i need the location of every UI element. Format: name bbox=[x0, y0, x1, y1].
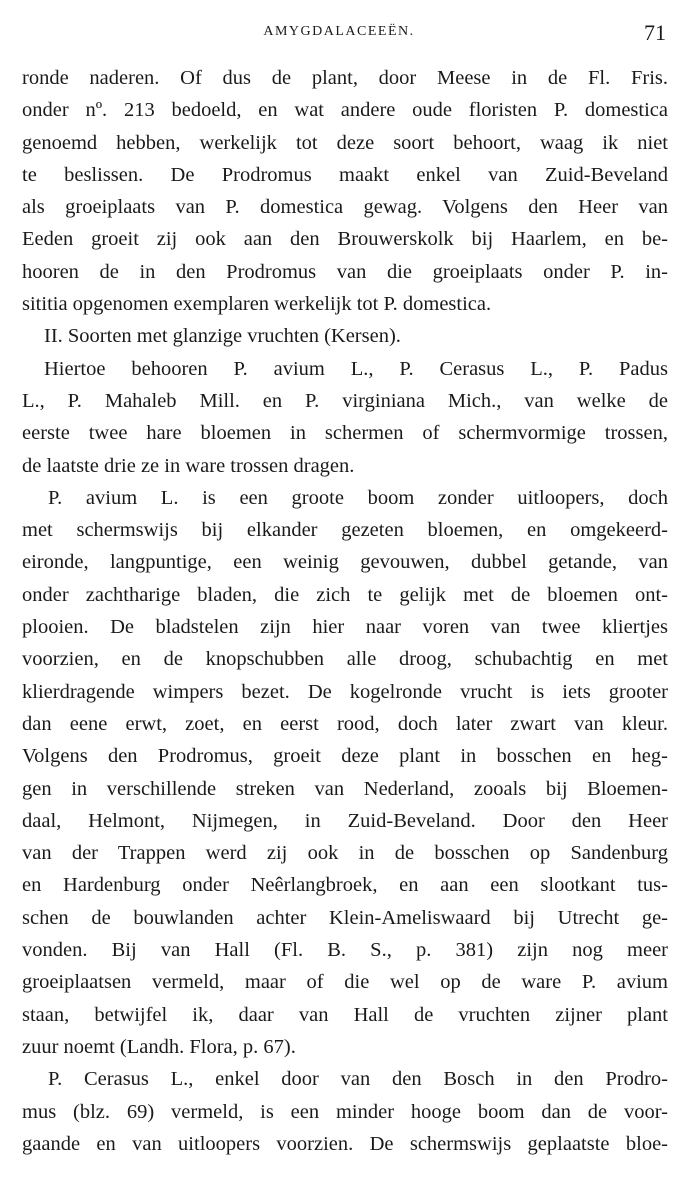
text-line: dan eene erwt, zoet, en eerst rood, doch later zwart van kleur. bbox=[22, 712, 668, 735]
section-heading: II. Soorten met glanzige vruchten (Kersen). bbox=[44, 325, 401, 348]
text-line: als groeiplaats van P. domestica gewag. Volgens den Heer van bbox=[22, 196, 668, 219]
text-line: ronde naderen. Of dus de plant, door Meese in de Fl. Fris. bbox=[22, 67, 668, 89]
text-line: en Hardenburg onder Neêrlangbroek, en aan een slootkant tus- bbox=[22, 874, 668, 897]
text-line: plooien. De bladstelen zijn hier naar voren van twee kliertjes bbox=[22, 616, 668, 639]
text-line: Volgens den Prodromus, groeit deze plant in bosschen en heg- bbox=[22, 745, 668, 768]
text-line: staan, betwijfel ik, daar van Hall de vruchten zijner plant bbox=[22, 1003, 668, 1026]
text-line: eerste twee hare bloemen in schermen of schermvormige trossen, bbox=[22, 422, 668, 445]
text-line: gaande en van uitloopers voorzien. De schermswijs geplaatste bloe- bbox=[22, 1132, 668, 1155]
running-title: AMYGDALACEEËN. bbox=[263, 24, 415, 39]
text-line: mus (blz. 69) vermeld, is een minder hooge boom dan de voor- bbox=[22, 1100, 668, 1123]
text-line: vonden. Bij van Hall (Fl. B. S., p. 381) zijn nog meer bbox=[22, 939, 668, 962]
text-line: eironde, langpuntige, een weinig gevouwen, dubbel getande, van bbox=[22, 551, 668, 574]
text-line: met schermswijs bij elkander gezeten bloemen, en omgekeerd- bbox=[22, 519, 668, 542]
text-line: daal, Helmont, Nijmegen, in Zuid-Beveland. Door den Heer bbox=[22, 809, 668, 832]
text-line: hooren de in den Prodromus van die groeiplaats onder P. in- bbox=[22, 260, 668, 283]
text-line: zuur noemt (Landh. Flora, p. 67). bbox=[22, 1035, 296, 1058]
text-line: van der Trappen werd zij ook in de bosschen op Sandenburg bbox=[22, 842, 668, 865]
text-line: klierdragende wimpers bezet. De kogelronde vrucht is iets grooter bbox=[22, 680, 668, 703]
body-text bbox=[22, 62, 668, 1160]
text-line: voorzien, en de knopschubben alle droog, schubachtig en met bbox=[22, 648, 668, 671]
text-line: schen de bouwlanden achter Klein-Ameliswaard bij Utrecht ge- bbox=[22, 906, 668, 929]
text-line: de laatste drie ze in ware trossen dragen. bbox=[22, 454, 355, 477]
text-line: Hiertoe behooren P. avium L., P. Cerasus L., P. Padus bbox=[44, 357, 668, 380]
text-line: P. Cerasus L., enkel door van den Bosch in den Prodro- bbox=[48, 1068, 668, 1091]
text-line: L., P. Mahaleb Mill. en P. virginiana Mich., van welke de bbox=[22, 389, 668, 412]
text-line: groeiplaatsen vermeld, maar of die wel op de ware P. avium bbox=[22, 971, 668, 994]
text-line: onder zachtharige bladen, die zich te gelijk met de bloemen ont- bbox=[22, 583, 668, 606]
text-line: onder nº. 213 bedoeld, en wat andere oude floristen P. domestica bbox=[22, 99, 668, 122]
text-line: sititia opgenomen exemplaren werkelijk tot P. domestica. bbox=[22, 293, 492, 316]
text-line: Eeden groeit zij ook aan den Brouwerskolk bij Haarlem, en be- bbox=[22, 228, 668, 251]
page-header bbox=[0, 20, 678, 50]
text-line: gen in verschillende streken van Nederland, zooals bij Bloemen- bbox=[22, 777, 668, 800]
page-number: 71 bbox=[644, 20, 666, 45]
text-line: P. avium L. is een groote boom zonder uitloopers, doch bbox=[48, 486, 668, 509]
text-line: genoemd hebben, werkelijk tot deze soort behoort, waag ik niet bbox=[22, 131, 668, 154]
text-line: te beslissen. De Prodromus maakt enkel van Zuid-Beveland bbox=[22, 163, 668, 186]
